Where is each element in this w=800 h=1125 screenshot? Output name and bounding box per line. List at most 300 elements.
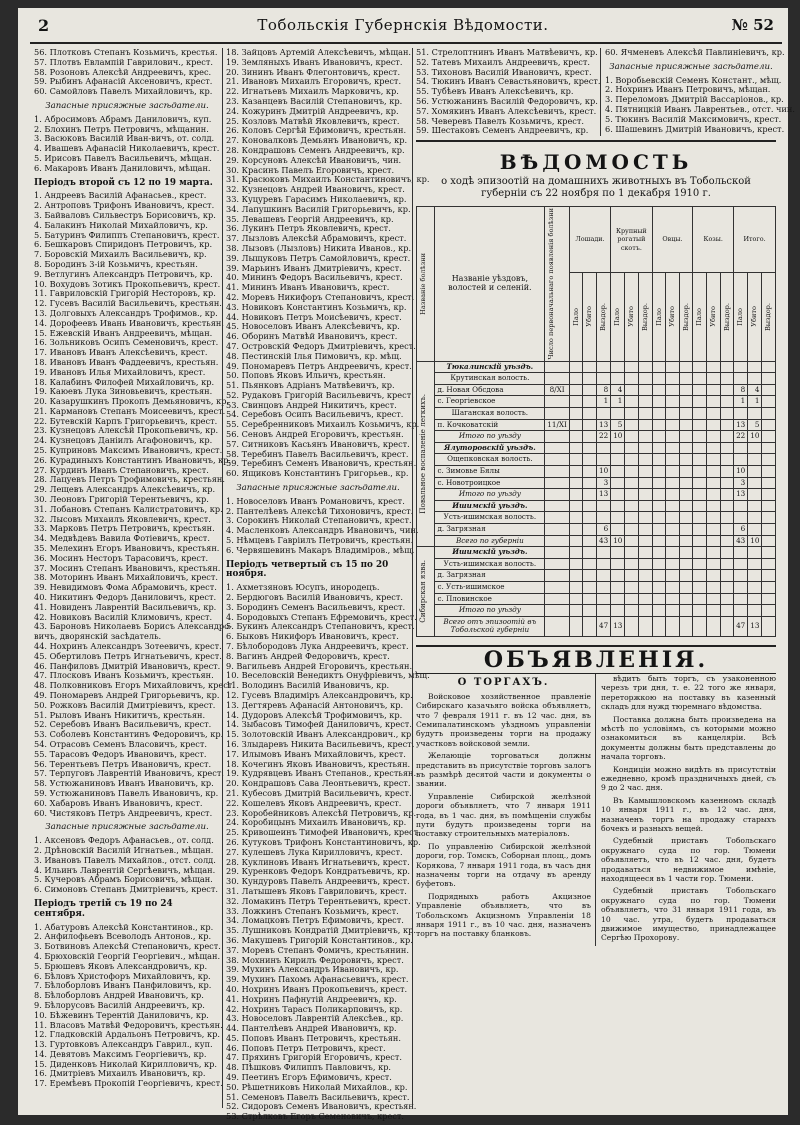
list-item: 15. Золотовскій Иванъ Александрович., кр. [226,729,414,740]
list-item: 22. Бутевскій Карпъ Григорьевичъ, крест. [34,415,218,426]
count-cell [720,616,734,636]
count-cell [652,361,666,373]
count-cell [666,373,680,385]
count-cell [693,477,707,489]
settlement-name: д. Загрязная [435,523,545,535]
count-cell [679,593,693,605]
count-cell [625,616,639,636]
juror-list [34,921,223,1090]
list-item: 55. Тарасовъ Федоръ Ивановичъ, крест. [34,748,207,759]
onset-date [545,454,570,466]
list-item: 7. Бѣлобородовъ Лука Андреевичъ, крест. [226,641,409,652]
list-item: 45. Обертиловъ Петръ Игнатьевичъ, крест. [34,650,222,661]
count-cell: 13 [748,616,762,636]
count-cell [734,593,748,605]
list-item: 9. Вагильевъ Андрей Егоровичъ, крестьян. [226,660,413,671]
count-cell [748,547,762,559]
animal-group-header: Итого. [734,207,776,273]
count-cell [734,605,748,617]
count-cell [625,465,639,477]
table-row [417,605,776,617]
list-item: 9. Ветлугинъ Александръ Петровичъ, кр. [34,268,213,279]
list-item: 43. Новиковъ Константинъ Козьмичъ, кр. [226,301,407,312]
count-cell [666,361,680,373]
count-cell [597,558,611,570]
list-item: 3. Васюковъ Василій Иван-вичъ, от. солд. [34,133,215,144]
count-cell [611,442,625,454]
count-cell [693,523,707,535]
count-cell [569,408,583,420]
list-item: 33. Куцуревъ Гарасимъ Николаевичъ, кр. [226,193,407,204]
list-item: 49. Пономаревъ Андрей Григорьевичъ, кр. [34,690,220,700]
reserve-heading: Запасные присяжные засѣдатели. [236,483,400,494]
count-cell [679,465,693,477]
reserve-heading: Запасные присяжные засѣдатели. [609,61,773,72]
count-cell [625,373,639,385]
newspaper-title: Тобольскія Губернскія Вѣдомости. [257,16,549,34]
list-item: 47. Пряхинъ Григорій Егоровичъ, крест. [226,1052,402,1063]
count-cell [762,558,776,570]
count-cell [666,500,680,512]
count-cell [720,465,734,477]
count-cell [734,408,748,420]
count-cell [693,442,707,454]
settlement-name: Итого по уѣзду [435,489,545,501]
settlement-name: Итого по уѣзду [435,605,545,617]
list-item: 3. Сорокинъ Николай Степановичъ, крест. [226,515,412,526]
count-cell [748,558,762,570]
list-item: 50. Рожковъ Василій Дмитріевичъ, крест. [34,699,216,710]
count-cell [652,465,666,477]
ad-paragraph: Войсковое хозяйственное правленіе Сибирскаго казачьяго войска объявляетъ, что 7 февраля 1911 г. въ 12 час. дня, въ Семипалатинскомъ уѣздномъ управленіи будутъ произведены торги на продажу участковъ войсковой земли. [416,691,591,748]
list-item: 40. Мининъ Федоръ Васильевичъ, крест. [226,272,403,283]
sub-header: Пало [693,272,707,361]
count-cell [569,465,583,477]
list-item: 17. Еремѣевъ Прокопій Георгіевичъ, крест. [34,1078,223,1089]
count-cell [706,558,720,570]
sub-header: Выздор. [679,272,693,361]
count-cell [583,408,597,420]
count-cell [583,384,597,396]
table-row [417,523,776,535]
top-lists [416,47,795,136]
list-item: 27. Кулешевъ Лука Кирилловичъ, крест. [226,846,403,857]
count-cell [652,512,666,524]
list-item: 4. Масленковъ Александръ Ивановичъ, чин. [226,525,419,536]
count-cell [693,431,707,443]
list-item: 58. Теребинъ Павелъ Васильевичъ, крест. [226,448,409,459]
list-item: 44. Нохринъ Александръ Зотеевичъ, крест. [34,641,222,652]
count-cell [597,512,611,524]
count-cell [706,500,720,512]
list-item: 45. Поповъ Иванъ Петровичъ, крестьян. [226,1032,401,1043]
list-item: 11. Власовъ Матвѣй Федоровичъ, крестьян. [34,1019,223,1030]
count-cell [762,500,776,512]
list-item: 6. Симоновъ Степанъ Дмитріевичъ, крест. [34,884,219,895]
count-cell [666,616,680,636]
count-cell [706,419,720,431]
list-item: 1. Андреевъ Василій Афанасьев., крест. [34,190,207,201]
list-item: 14. Девятовъ Максимъ Георгіевичъ, кр. [34,1048,207,1059]
count-cell [569,477,583,489]
count-cell [583,361,597,373]
list-item: 20. Зининъ Иванъ Флегонтовичъ, крест. [226,66,401,77]
list-item: 8. Бородинъ 3-ій Козьмичъ, крестьян. [34,258,198,269]
onset-date [545,570,570,582]
count-cell [679,477,693,489]
list-item: 5. Батуринъ Филиппъ Степановичъ, крест. [34,229,220,240]
juror-list [416,47,601,136]
list-item: 41. Мининъ Иванъ Ивановичъ, крест. [226,282,390,293]
list-item: 4. Пятницкій Иванъ Лаврентьев., отст. чин. [605,103,795,114]
count-cell [583,605,597,617]
onset-date [545,581,570,593]
count-cell [666,593,680,605]
list-item: 6. Бѣловъ Христофоръ Михайловичъ, кр. [34,970,211,981]
count-cell [583,431,597,443]
reserve-list [34,836,220,895]
onset-date [545,431,570,443]
list-item: 24. Кузнецовъ Даніилъ Агафоновичъ, кр. [34,435,213,446]
count-cell [638,465,652,477]
count-cell [583,581,597,593]
list-item: 5. Ирисовъ Павелъ Васильевичъ, мѣщан. [34,152,212,163]
count-cell [611,465,625,477]
count-cell [638,373,652,385]
list-item: 16. Злыдаревъ Никита Васильевичъ, крест. [226,738,415,749]
count-cell [720,570,734,582]
count-cell [638,489,652,501]
count-cell [569,361,583,373]
count-cell [693,570,707,582]
count-cell [611,570,625,582]
count-cell [762,384,776,396]
onset-date [545,489,570,501]
sub-header: Пало [734,272,748,361]
count-cell: 13 [597,419,611,431]
list-item: 48. Полковниковъ Егоръ Михайловичъ, крест. [34,680,235,691]
count-cell [569,489,583,501]
count-cell [597,500,611,512]
sub-header: Выздор. [638,272,652,361]
count-cell [611,454,625,466]
sub-header: Выздор. [762,272,776,361]
count-cell [706,547,720,559]
onset-date [545,396,570,408]
settlement-name: Итого по уѣзду [435,431,545,443]
table-row [417,384,776,396]
list-item: 51. Стрелоптнинъ Иванъ Матвѣевичъ, кр. [416,47,598,57]
reserve-heading: Запасные присяжные засѣдатели. [45,822,209,833]
count-cell [706,581,720,593]
list-item: 29. Корсуновъ Алексѣй Ивановичъ, чин. [226,154,402,165]
count-cell [625,547,639,559]
count-cell [679,489,693,501]
count-cell [583,500,597,512]
count-cell [652,547,666,559]
list-item: 26. Курадиныхъ Константинъ Ивановичъ, кр. [34,454,232,465]
list-item: 47. Островскій Федоръ Дмитріевичъ, крест. [226,340,416,351]
list-item: 12. Гусевъ Владиміръ Александровичъ, кр. [226,690,413,700]
list-item: 28. Лацуевъ Петръ Трофимовичъ, крестьян. [34,474,225,485]
count-cell [652,408,666,420]
ad-paragraph: Управленіе Сибирской желѣзной дороги объявляетъ, что 7 января 1911 года, въ 1 час. дня, въ помѣщеніи службы пути будутъ произведены торги на поставку строительныхъ матеріаловъ. [416,791,591,839]
onset-date [545,558,570,570]
count-cell [720,605,734,617]
count-cell [679,512,693,524]
count-cell [693,396,707,408]
count-cell [652,442,666,454]
count-cell [569,547,583,559]
list-item: 44. Пантелѣевъ Андрей Ивановичъ, кр. [226,1023,397,1034]
count-cell [706,396,720,408]
count-cell [762,489,776,501]
count-cell [652,431,666,443]
count-cell [762,581,776,593]
settlement-name: Шаганская волость. [435,408,545,420]
count-cell [666,489,680,501]
count-cell [762,547,776,559]
count-cell [569,384,583,396]
count-cell [625,477,639,489]
list-item: 18. Калабинъ Филофей Михайловичъ, кр. [34,376,215,387]
table-row [417,489,776,501]
count-cell [720,523,734,535]
list-item: 56. Устюжанинъ Василій Федоровичъ, кр. [416,95,598,106]
count-cell [762,616,776,636]
count-cell [720,581,734,593]
juror-list [34,190,235,818]
list-item: 19. Ивановъ Илья Михайловичъ, крест. [34,366,206,377]
count-cell [748,500,762,512]
sub-header: Убито [706,272,720,361]
period-heading: Періодъ четвертый съ 15 по 20 ноября. [226,559,389,580]
count-cell [597,454,611,466]
list-item: 53. Свинцовъ Андрей Никитичъ, крест. [226,399,397,410]
count-cell: 4 [748,384,762,396]
count-cell [693,489,707,501]
table-row [417,361,776,373]
count-cell [625,396,639,408]
count-cell [666,431,680,443]
settlement-name: с. Зимовье Бялы [435,465,545,477]
animal-group-header: Крупный рогатый скотъ. [611,207,652,273]
count-cell [597,373,611,385]
juror-list-right [605,47,795,136]
settlement-name: Крутинская волость. [435,373,545,385]
count-cell [638,361,652,373]
list-item: 2. Дрѣновскій Василій Игнатьев., мѣщан. [34,844,214,855]
count-cell [611,547,625,559]
count-cell [583,465,597,477]
count-cell [666,442,680,454]
count-cell [611,408,625,420]
count-cell: 1 [611,396,625,408]
table-row [417,465,776,477]
ad-paragraph: Въ Камышловскомъ казенномъ складѣ 10 января 1911 г., въ 12 час. дня, назначенъ торгъ на продажу старыхъ бочекъ и разныхъ вещей. [601,795,776,833]
onset-date [545,408,570,420]
reserve-list [34,115,220,174]
list-item: 3. Ивановъ Павелъ Михайлов., отст. солд. [34,854,216,865]
list-item: 8. Вагинъ Андрей Федоровичъ, крест. [226,650,390,661]
list-item: 1. Абатуровъ Алексѣй Константинов., кр. [34,921,214,932]
count-cell [666,408,680,420]
list-item: 25. Козловъ Матвѣй Яковлевичъ, крест. [226,115,400,126]
table-row [417,535,776,547]
count-cell: 22 [734,431,748,443]
count-cell [706,477,720,489]
count-cell [638,581,652,593]
reserve-list [226,495,419,556]
count-cell [583,535,597,547]
count-cell [734,500,748,512]
count-cell [693,605,707,617]
count-cell [652,454,666,466]
list-item: 25. Куприновъ Максимъ Ивановичъ, крест. [34,445,223,456]
list-item: 24. Кожуринъ Дмитрій Андреевичъ, кр. [226,105,399,116]
list-item: 55. Серебренниковъ Михаилъ Козьмичъ, кр. [226,419,420,430]
count-cell [625,408,639,420]
count-cell: 10 [611,535,625,547]
list-item: 54. Отрасовъ Семенъ Власовичъ, крест. [34,738,207,749]
count-cell: 1 [597,396,611,408]
list-item: 29. Куренковъ Федоръ Кондратьевичъ, кр. [226,866,411,877]
count-cell [679,454,693,466]
count-cell [638,547,652,559]
count-cell [583,373,597,385]
list-item: 50. Поповъ Яковъ Ильичъ, крестьян. [226,370,386,381]
list-item: 14. Дудоровъ Алексѣй Трофимовичъ, кр. [226,709,403,720]
list-item: 5. Тюкинъ Василій Максимовичъ, крест. [605,113,782,124]
count-cell [638,477,652,489]
count-cell [762,454,776,466]
count-cell [720,361,734,373]
list-item: 16. Зольниковъ Осипъ Семеновичъ, крест. [34,337,219,348]
count-cell [693,535,707,547]
count-cell [679,535,693,547]
list-item: 60. Чистяковъ Петръ Андреевичъ, крест. [34,807,213,818]
count-cell [679,547,693,559]
count-cell [706,570,720,582]
table-row [417,593,776,605]
count-cell [679,570,693,582]
list-item: 17. Илымовъ Иванъ Михайловичъ, крест. [226,748,406,759]
list-item: 6. Бешкаровъ Спиридонъ Петровичъ, кр. [34,239,213,250]
onset-date: 11/XI [545,419,570,431]
ad-paragraph: вѣдитъ быть торгъ, съ узаконенною черезъ три дня, т. е. 22 того же января, переторжкою на поставку въ казенный складъ для нужд тюремнаго вѣдомства. [601,673,776,712]
vedomost-subtitle: о ходѣ эпизоотій на домашнихъ животныхъ въ Тобольской губерніи съ 22 ноября по 1 декабря 1910 г. [441,176,751,200]
count-cell [569,593,583,605]
onset-date [545,465,570,477]
count-cell [762,442,776,454]
count-cell [706,512,720,524]
list-item: 29. Лещевъ Александръ Алексѣевичъ, кр. [34,484,216,495]
list-item: 53. Тихоновъ Василій Ивановичъ, крест. [416,66,592,77]
table-row [417,558,776,570]
list-item: 3. Бородинъ Семенъ Васильевичъ, крест. [226,601,406,612]
onset-date [545,605,570,617]
count-cell [706,535,720,547]
list-item: 58. Чеверевъ Павелъ Козьмичъ, крест. [416,115,585,126]
sub-header: Убито [625,272,639,361]
list-item: 20. Казарушкинъ Прокопъ Демьяновичъ, кр. [34,396,230,407]
vedomost-heading: ВѢДОМОСТЬ [499,150,693,175]
count-cell [569,535,583,547]
list-item: 2. Блохинъ Петръ Петровичъ, мѣщанин. [34,123,209,134]
count-cell [679,581,693,593]
count-cell [762,535,776,547]
count-cell: 10 [597,465,611,477]
list-item: 1. Абросимовъ Абрамъ Даниловичъ, куп. [34,113,212,124]
list-item: 1. Аксеновъ Федоръ Афанасьев., от. солд. [34,835,214,846]
count-cell [734,442,748,454]
count-cell [706,373,720,385]
count-cell [762,431,776,443]
count-cell: 8 [597,384,611,396]
count-cell [597,593,611,605]
list-item: 7. Бѣлоборловъ Иванъ Панфиловичъ, кр. [34,980,212,991]
list-item: 5. Брюшевъ Яковъ Александровичъ, кр. [34,960,208,971]
count-cell [625,593,639,605]
count-cell [583,523,597,535]
count-cell [583,570,597,582]
count-cell [652,500,666,512]
list-item: 57. Ситниковъ Касьянъ Ивановичъ, крест. [226,438,410,449]
count-cell: 10 [748,535,762,547]
count-cell: 43 [734,535,748,547]
list-item: 32. Лысовъ Михаилъ Яковлевичъ, крест. [34,513,211,524]
count-cell [679,384,693,396]
list-item: 15. Диденковъ Николай Кирилловичъ, кр. [34,1058,218,1069]
count-cell [666,547,680,559]
count-cell [666,384,680,396]
count-cell: 5 [748,419,762,431]
count-cell [638,605,652,617]
count-cell [706,408,720,420]
list-item: 35. Мелехинъ Егоръ Ивановичъ, крестьян. [34,543,220,554]
count-cell: 13 [734,489,748,501]
sub-header: Пало [611,272,625,361]
count-cell [569,581,583,593]
settlement-name: Усть-ишимская волость. [435,558,545,570]
count-cell [720,408,734,420]
count-cell [679,605,693,617]
count-cell [638,384,652,396]
count-cell [652,523,666,535]
count-cell: 10 [748,431,762,443]
reserve-heading: Запасные присяжные засѣдатели. [45,100,209,111]
onset-date [545,616,570,636]
list-item: 4. Бородовыхъ Степанъ Ефремовичъ, крест. [226,611,417,622]
count-cell [762,477,776,489]
count-cell [569,396,583,408]
juror-list [34,48,220,97]
list-item: 4. Брюховскій Георгій Георгіевич., мѣщан. [34,950,221,961]
count-cell [597,547,611,559]
count-cell [666,605,680,617]
sub-header: Пало [652,272,666,361]
list-item: вичъ, дворянскій засѣдатель. [34,631,162,642]
column-divider [600,48,601,136]
list-item: 35. Лушниковъ Кондратій Дмитріевичъ, кр. [226,925,416,936]
list-item: 60. Ящиковъ Константинъ Григорьев., кр. [226,468,409,479]
list-item: 43. Новоселовъ Лаврентій Алексѣев., кр. [226,1013,404,1024]
count-cell [706,431,720,443]
onset-date [545,442,570,454]
list-item: 39. Мухинъ Пахомъ Афанасьевичъ, крест. [226,974,409,985]
list-item: 32. Кузнецовъ Андрей Ивановичъ, крест. [226,184,405,195]
list-item: 38. Мохнинъ Кирилъ Федоровичъ, крест. [226,954,404,965]
